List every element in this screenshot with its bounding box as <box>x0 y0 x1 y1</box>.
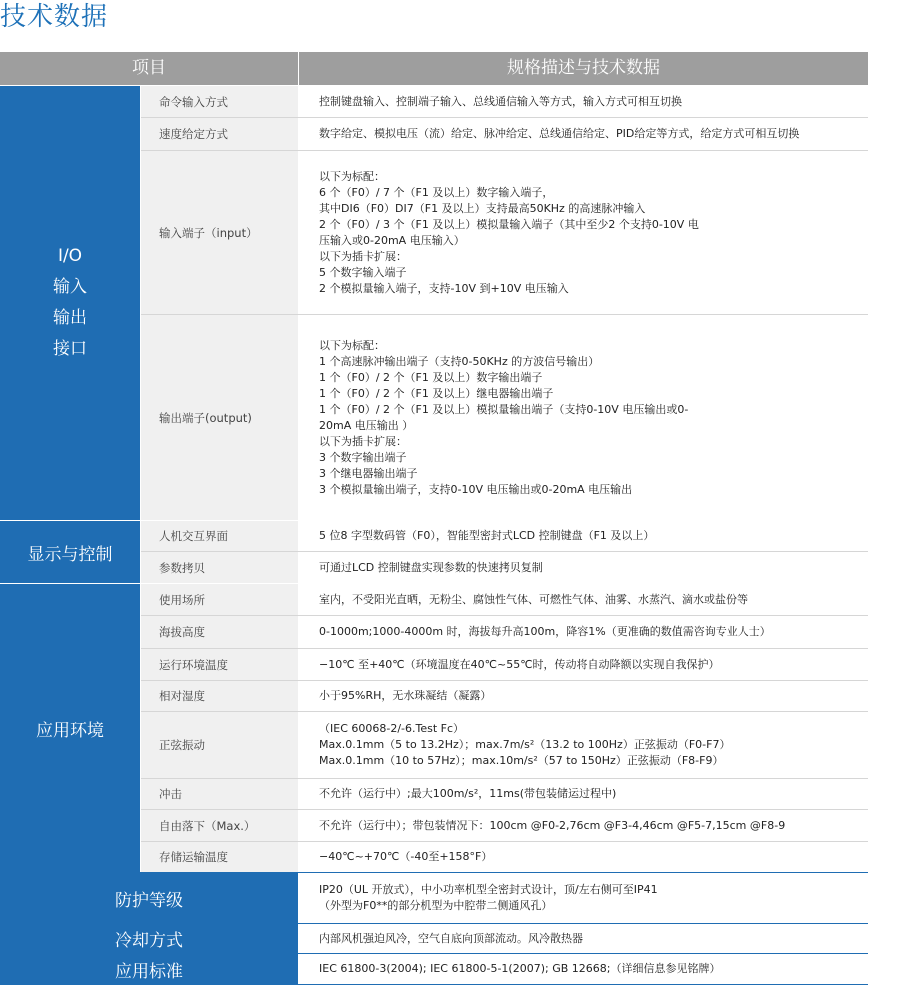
row-item: 正弦振动 <box>141 712 298 778</box>
row-item: 输入端子（input） <box>141 151 298 314</box>
row-desc: 数字给定、模拟电压（流）给定、脉冲给定、总线通信给定、PID给定等方式，给定方式可相互切换 <box>299 118 868 150</box>
page-title: 技术数据 <box>0 2 109 32</box>
row-desc: 小于95%RH，无水珠凝结（凝露） <box>299 681 868 711</box>
row-desc: 可通过LCD 控制键盘实现参数的快速拷贝复制 <box>299 552 868 583</box>
row-desc: IEC 61800-3(2004); IEC 61800-5-1(2007); GB 12668;（详细信息参见铭牌） <box>299 954 868 984</box>
category-standard: 应用标准 <box>0 954 298 984</box>
row-item: 海拔高度 <box>141 616 298 648</box>
row-item: 冲击 <box>141 779 298 809</box>
row-desc: 室内，不受阳光直晒，无粉尘、腐蚀性气体、可燃性气体、油雾、水蒸汽、滴水或盐份等 <box>299 584 868 615</box>
header-item-column: 项目 <box>0 52 298 85</box>
category-protection: 防护等级 <box>0 873 298 923</box>
row-desc: 5 位8 字型数码管（F0），智能型密封式LCD 控制键盘（F1 及以上） <box>299 521 868 551</box>
row-item: 命令输入方式 <box>141 86 298 117</box>
row-item: 存储运输温度 <box>141 842 298 872</box>
category-display: 显示与控制 <box>0 521 140 583</box>
row-desc: 控制键盘输入、控制端子输入、总线通信输入等方式，输入方式可相互切换 <box>299 86 868 117</box>
row-item: 运行环境温度 <box>141 649 298 680</box>
row-item: 自由落下（Max.） <box>141 810 298 841</box>
row-desc: 不允许（运行中）；带包装情况下：100cm @F0-2,76cm @F3-4,46cm @F5-7,15cm @F8-9 <box>299 810 868 841</box>
row-desc: （IEC 60068-2/-6.Test Fc） Max.0.1mm（5 to 13.2Hz）；max.7m/s²（13.2 to 100Hz）正弦振动（F0-F7） Max.0.1mm（10 to 57Hz）；max.10m/s²（57 to 150Hz）正弦振动（F8-F9） <box>299 712 868 778</box>
row-desc: 以下为标配： 1 个高速脉冲输出端子（支持0-50KHz 的方波信号输出） 1 个（F0）/ 2 个（F1 及以上）数字输出端子 1 个（F0）/ 2 个（F1 及以上）继电器输出端子 1 个（F0）/ 2 个（F1 及以上）模拟量输出端子（支持0-10V 电压输出或0- 20mA 电压输出 ） 以下为插卡扩展： 3 个数字输出端子 3 个继电器输出端子 3 个模拟量输出端子，支持0-10V 电压输出或0-20mA 电压输出 <box>299 315 868 520</box>
row-desc: 不允许（运行中）;最大100m/s²，11ms(带包装储运过程中) <box>299 779 868 809</box>
row-desc: −10℃ 至+40℃（环境温度在40℃~55℃时，传动将自动降额以实现自我保护） <box>299 649 868 680</box>
row-item: 人机交互界面 <box>141 521 298 551</box>
header-spec-column: 规格描述与技术数据 <box>299 52 868 85</box>
row-desc: −40℃~+70℃（-40至+158°F） <box>299 842 868 872</box>
category-environment: 应用环境 <box>0 584 140 872</box>
category-io-line: 输入 <box>53 277 87 297</box>
row-desc: 0-1000m;1000-4000m 时，海拔每升高100m，降容1%（更准确的数值需咨询专业人士） <box>299 616 868 648</box>
category-cooling: 冷却方式 <box>0 924 298 953</box>
row-desc: 以下为标配： 6 个（F0）/ 7 个（F1 及以上）数字输入端子， 其中DI6（F0）DI7（F1 及以上）支持最高50KHz 的高速脉冲输入 2 个（F0）/ 3 个（F1 及以上）模拟量输入端子（其中至少2 个支持0-10V 电 压输入或0-20mA 电压输入） 以下为插卡扩展： 5 个数字输入端子 2 个模拟量输入端子，支持-10V 到+10V 电压输入 <box>299 151 868 314</box>
category-io-line: 输出 <box>53 308 87 328</box>
category-io <box>0 86 140 520</box>
row-desc: IP20（UL 开放式），中小功率机型全密封式设计，顶/左右侧可至IP41 （外型为F0**的部分机型为中腔带二侧通风孔） <box>299 873 868 923</box>
row-item: 相对湿度 <box>141 681 298 711</box>
row-item: 输出端子(output) <box>141 315 298 520</box>
row-item: 速度给定方式 <box>141 118 298 150</box>
category-io-line: 接口 <box>53 339 87 359</box>
row-desc: 内部风机强迫风冷，空气自底向顶部流动。风冷散热器 <box>299 924 868 953</box>
category-io-line: I/O <box>57 246 83 266</box>
row-item: 参数拷贝 <box>141 552 298 583</box>
row-item: 使用场所 <box>141 584 298 615</box>
